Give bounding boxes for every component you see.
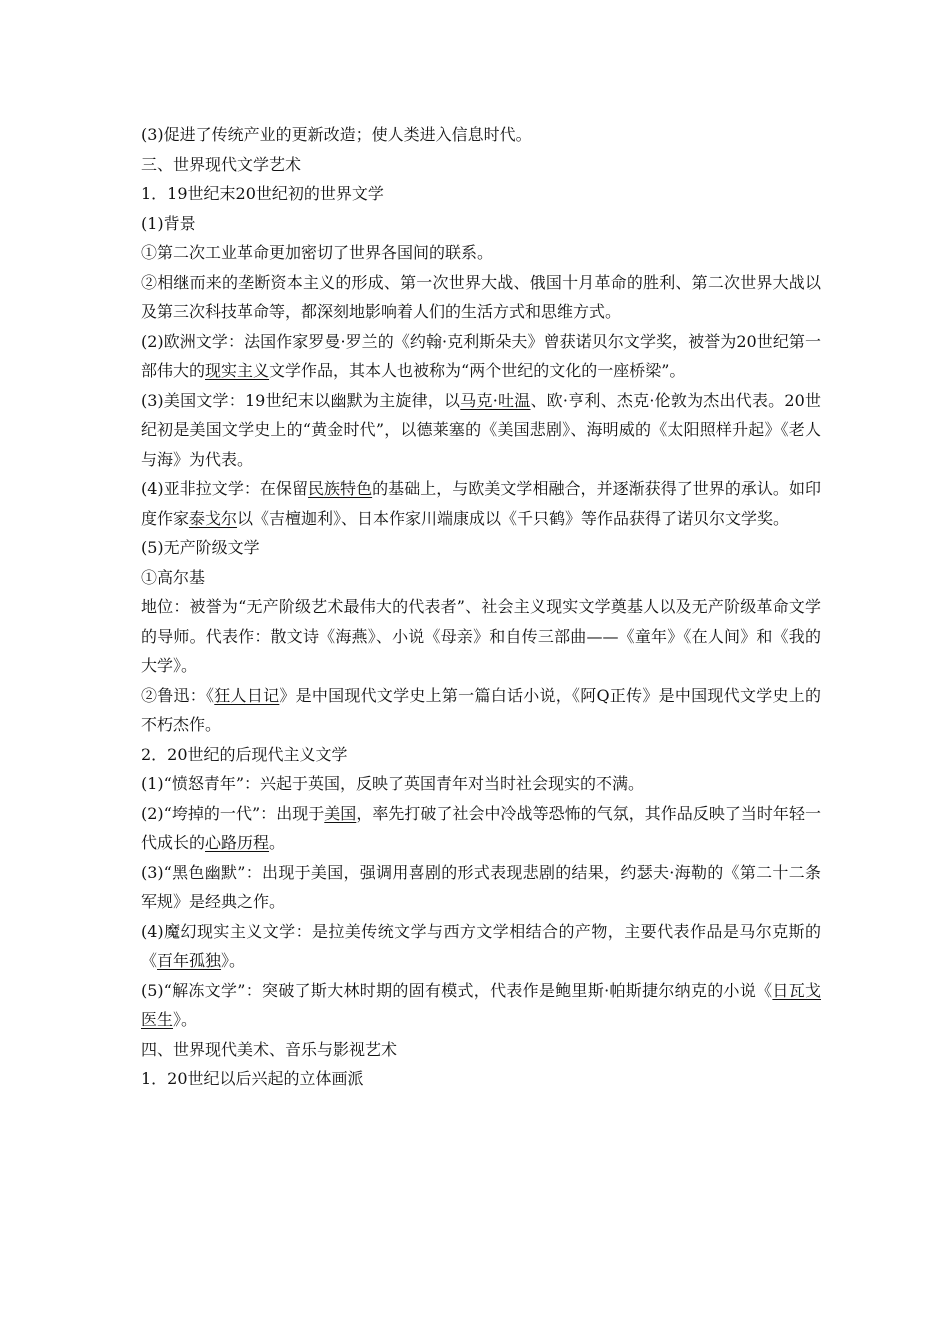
text-segment: 、欧·亨利、杰克·伦敦为杰出代表。20世纪初是美国文学史上的“黄金时代”，以德莱塞的《美国悲剧》、海明威的《太阳照样升起》《老人与海》为代表。 — [141, 390, 821, 469]
paragraph — [141, 681, 821, 740]
text-segment: 》。 — [221, 951, 246, 970]
text-segment: 。 — [269, 833, 286, 852]
text-segment: (2)“垮掉的一代”：出现于 — [141, 803, 325, 823]
text-segment: ②鲁迅：《 — [141, 685, 215, 705]
paragraph — [141, 120, 821, 150]
text-segment: 以《吉檀迦利》、日本作家川端康成以《千只鹤》等作品获得了诺贝尔文学奖。 — [237, 508, 790, 528]
paragraph — [141, 769, 821, 799]
paragraph — [141, 533, 821, 563]
underlined-text: 现实主义 — [205, 361, 270, 380]
document-body — [141, 120, 821, 1094]
paragraph — [141, 474, 821, 533]
underlined-text: 民族特色 — [307, 479, 373, 498]
paragraph — [141, 858, 821, 917]
underlined-text: 狂人日记 — [214, 685, 280, 705]
underlined-text: 马克·吐温 — [460, 390, 531, 410]
paragraph — [141, 386, 821, 475]
underlined-text: 日瓦戈医生 — [141, 980, 821, 1029]
text-segment: 》。 — [173, 1010, 198, 1029]
paragraph — [141, 592, 821, 681]
text-segment: ①高尔基 — [141, 567, 206, 587]
text-segment: ①第二次工业革命更加密切了世界各国间的联系。 — [141, 243, 494, 262]
text-segment: (2)欧洲文学：法国作家罗曼·罗兰的《约翰·克利斯朵夫》曾获诺贝尔文学奖，被誉为20世纪第一部伟大的 — [141, 331, 821, 380]
paragraph — [141, 799, 821, 858]
paragraph — [141, 563, 821, 593]
text-segment: (1)背景 — [141, 213, 196, 233]
paragraph — [141, 179, 821, 209]
text-segment: (3)促进了传统产业的更新改造；使人类进入信息时代。 — [141, 125, 532, 144]
text-segment: ，率先打破了社会中冷战等恐怖的气氛，其作品反映了当时年轻一代成长的 — [141, 803, 821, 852]
paragraph — [141, 740, 821, 770]
paragraph — [141, 150, 821, 180]
paragraph — [141, 327, 821, 386]
paragraph — [141, 976, 821, 1035]
text-segment: 2．20世纪的后现代主义文学 — [141, 744, 348, 764]
text-segment: 文学作品，其本人也被称为“两个世纪的文化的一座桥梁”。 — [269, 361, 686, 380]
text-segment: 》是中国现代文学史上第一篇白话小说，《阿Q正传》是中国现代文学史上的不朽杰作。 — [141, 685, 821, 734]
underlined-text: 百年孤独 — [157, 951, 222, 970]
text-segment: 四、世界现代美术、音乐与影视艺术 — [141, 1039, 398, 1059]
text-segment: 的基础上，与欧美文学相融合，并逐渐获得了世界的承认。如印度作家 — [141, 479, 821, 528]
text-segment: 三、世界现代文学艺术 — [141, 154, 302, 174]
paragraph — [141, 1064, 821, 1094]
text-segment: (1)“愤怒青年”：兴起于英国，反映了英国青年对当时社会现实的不满。 — [141, 774, 645, 793]
text-segment: ②相继而来的垄断资本主义的形成、第一次世界大战、俄国十月革命的胜利、第二次世界大战以及第三次科技革命等，都深刻地影响着人们的生活方式和思维方式。 — [141, 272, 821, 321]
text-segment: 1．20世纪以后兴起的立体画派 — [141, 1069, 364, 1088]
underlined-text: 心路历程 — [205, 833, 270, 852]
text-segment: 1．19世纪末20世纪初的世界文学 — [141, 184, 384, 203]
paragraph — [141, 238, 821, 268]
underlined-text: 泰戈尔 — [189, 508, 238, 528]
text-segment: (5)无产阶级文学 — [141, 538, 260, 557]
text-segment: 地位：被誉为“无产阶级艺术最伟大的代表者”、社会主义现实文学奠基人以及无产阶级革命文学的导师。代表作：散文诗《海燕》、小说《母亲》和自传三部曲——《童年》《在人间》和《我的大学》。 — [141, 597, 821, 675]
paragraph — [141, 268, 821, 327]
paragraph — [141, 1035, 821, 1065]
text-segment: (4)魔幻现实主义文学：是拉美传统文学与西方文学相结合的产物，主要代表作品是马尔克斯的《 — [141, 921, 821, 970]
text-segment: (4)亚非拉文学：在保留 — [141, 479, 308, 498]
text-segment: (5)“解冻文学”：突破了斯大林时期的固有模式，代表作是鲍里斯·帕斯捷尔纳克的小说《 — [141, 980, 773, 1000]
paragraph — [141, 917, 821, 976]
text-segment: (3)美国文学：19世纪末以幽默为主旋律，以 — [141, 390, 461, 410]
paragraph — [141, 209, 821, 239]
underlined-text: 美国 — [324, 803, 357, 823]
text-segment: (3)“黑色幽默”：出现于美国，强调用喜剧的形式表现悲剧的结果，约瑟夫·海勒的《第二十二条军规》是经典之作。 — [141, 862, 821, 911]
